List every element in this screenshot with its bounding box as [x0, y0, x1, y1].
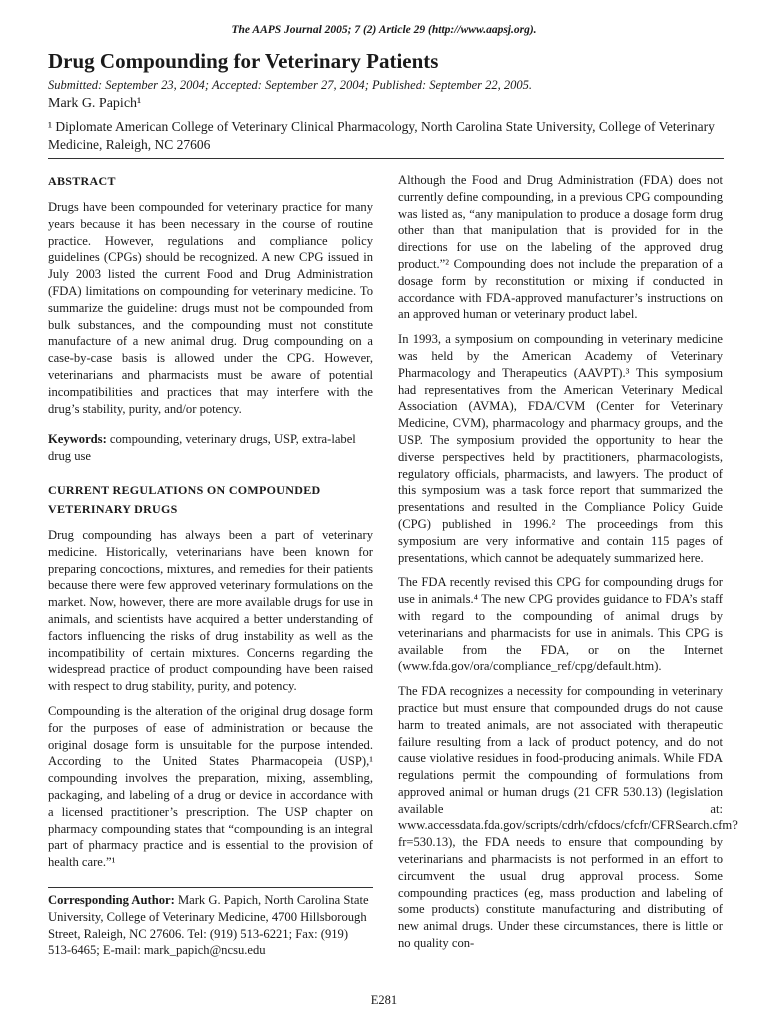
left-column: [48, 172, 373, 879]
publication-dates: Submitted: September 23, 2004; Accepted: September 27, 2004; Published: September 22, 2005.: [48, 78, 533, 92]
journal-citation: The AAPS Journal 2005; 7 (2) Article 29 (http://www.aapsj.org).: [231, 24, 537, 36]
corresponding-label: Corresponding Author:: [48, 893, 175, 907]
keywords-label: Keywords:: [48, 432, 107, 447]
body-paragraph: Although the Food and Drug Administration (FDA) does not currently define compounding, in a previous CPG compounding was listed as, “any manipulation to produce a dosage form drug other than that manipulation that is provided for in the directions for use on the labeling of the approved drug product.”² Compounding does not include the preparation of a dosage form by reconstitution or mixing if conducted in accordance with FDA-approved manufacturer’s instructions on an approved human or veterinary product label.: [398, 173, 723, 322]
page-number: E281: [370, 993, 398, 1007]
header-divider: [48, 158, 724, 159]
corresponding-author: [48, 892, 373, 959]
author-affiliation: ¹ Diplomate American College of Veterinary Clinical Pharmacology, North Carolina State University, College of Veterinary Medicine, Raleigh, NC 27606: [48, 119, 715, 152]
spacer: [48, 473, 373, 481]
article-title: Drug Compounding for Veterinary Patients: [48, 49, 439, 73]
keywords-list: compounding, veterinary drugs, USP, extra-label drug use: [48, 432, 356, 464]
author-name: Mark G. Papich¹: [48, 96, 142, 111]
section-heading-regulations: CURRENT REGULATIONS ON COMPOUNDED VETERINARY DRUGS: [48, 482, 321, 516]
corresponding-divider: [48, 887, 373, 888]
section-paragraph: Drug compounding has always been a part of veterinary medicine. Historically, veterinarians have been known for preparing concoctions, mixtures, and remedies for their patients because there were few approved veterinary formulations on the market. Now, however, there are more available drugs for use in animals, and scientists have acquired a better understanding of factors influencing the risks of drug instability as well as the incompatibility of certain mixtures. Concerns regarding the widespread practice of product compounding have been raised with respect to drug stability, purity, and potency.: [48, 527, 373, 694]
right-column: [398, 172, 738, 960]
body-paragraph: The FDA recognizes a necessity for compounding in veterinary practice but must ensure that compounded drugs do not cause harm to treated animals, are not associated with therapeutic failure resulting from a lack of product potency, and do not cause violative residues in food-producing animals. While FDA regulations permit the compounding of formulations from approved animal or human drugs (21 CFR 530.13) (legislation available at: www.accessdata.fda.gov/scripts/cdrh/cfdocs/cfcfr/CFRSearch.cfm?fr=530.13), the FDA needs to ensure that compounding by veterinarians and pharmacists is not performed in an effort to circumvent the usual drug approval process. Some compounding practices (eg, mass production and labeling of some products) constitute manufacturing and distributing of new animal drugs. Under these circumstances, there is little or no quality con-: [398, 684, 738, 951]
corresponding-text: Mark G. Papich, North Carolina State University, College of Veterinary Medicine, 4700 Hillsborough Street, Raleigh, NC 27606. Tel: (919) 513-6221; Fax: (919) 513-6465; E-mail: mark_papich@ncsu.edu: [48, 893, 369, 958]
abstract-heading: ABSTRACT: [48, 174, 116, 188]
body-paragraph: In 1993, a symposium on compounding in veterinary medicine was held by the American Academy of Veterinary Pharmacology and Therapeutics (AAVPT).³ This symposium had representatives from the American Veterinary Medical Association (AVMA), FDA/CVM (Center for Veterinary Medicine, CVM), pharmacology and pharmacy groups, and the USP. The symposium provided the opportunity to hear the diverse perspectives held by practitioners, pharmacologists, regulatory officials, pharmacists, and lawyers. The product of this symposium was a task force report that summarized the presentations and resulted in the Compliance Policy Guide (CPG) published in 1996.² The proceedings from this symposium are very informative and contain 115 pages of presentations, which cannot be adequately summarized here.: [398, 332, 723, 565]
section-paragraph: Compounding is the alteration of the original drug dosage form for the purposes of ease of administration or because the original dosage form is unsuitable for the purpose intended. According to the United States Pharmacopeia (USP),¹ compounding involves the preparation, mixing, assembling, packaging, and labeling of a drug or device in accordance with a licensed practitioner’s prescription. The USP chapter on pharmacy compounding states that “compounding is an integral part of pharmacy practice and is essential to the provision of health care.”¹: [48, 703, 373, 870]
keywords: [48, 431, 373, 465]
body-paragraph: The FDA recently revised this CPG for compounding drugs for use in animals.⁴ The new CPG provides guidance to FDA’s staff with regard to the compounding of animal drugs by veterinarians and pharmacists for use in animals. This CPG is available from the FDA, or on the Internet (www.fda.gov/ora/compliance_ref/cpg/default.htm).: [398, 575, 723, 674]
abstract-text: Drugs have been compounded for veterinary practice for many years because it has been necessary in the course of routine practice. However, regulations and compliance policy guidelines (CPGs) should be recognized. A new CPG issued in July 2003 listed the current Food and Drug Administration (FDA) limitations on compounding for veterinary medicine. To summarize the guideline: drugs must not be compounded from bulk substances, and the compounding must not constitute manufacture of a new animal drug. Drug compounding on a case-by-case basis is allowed under the CPG. However, veterinarians and pharmacists must be aware of potential incompatibilities and practices that may interfere with the drug’s stability, purity, and/or potency.: [48, 200, 373, 416]
